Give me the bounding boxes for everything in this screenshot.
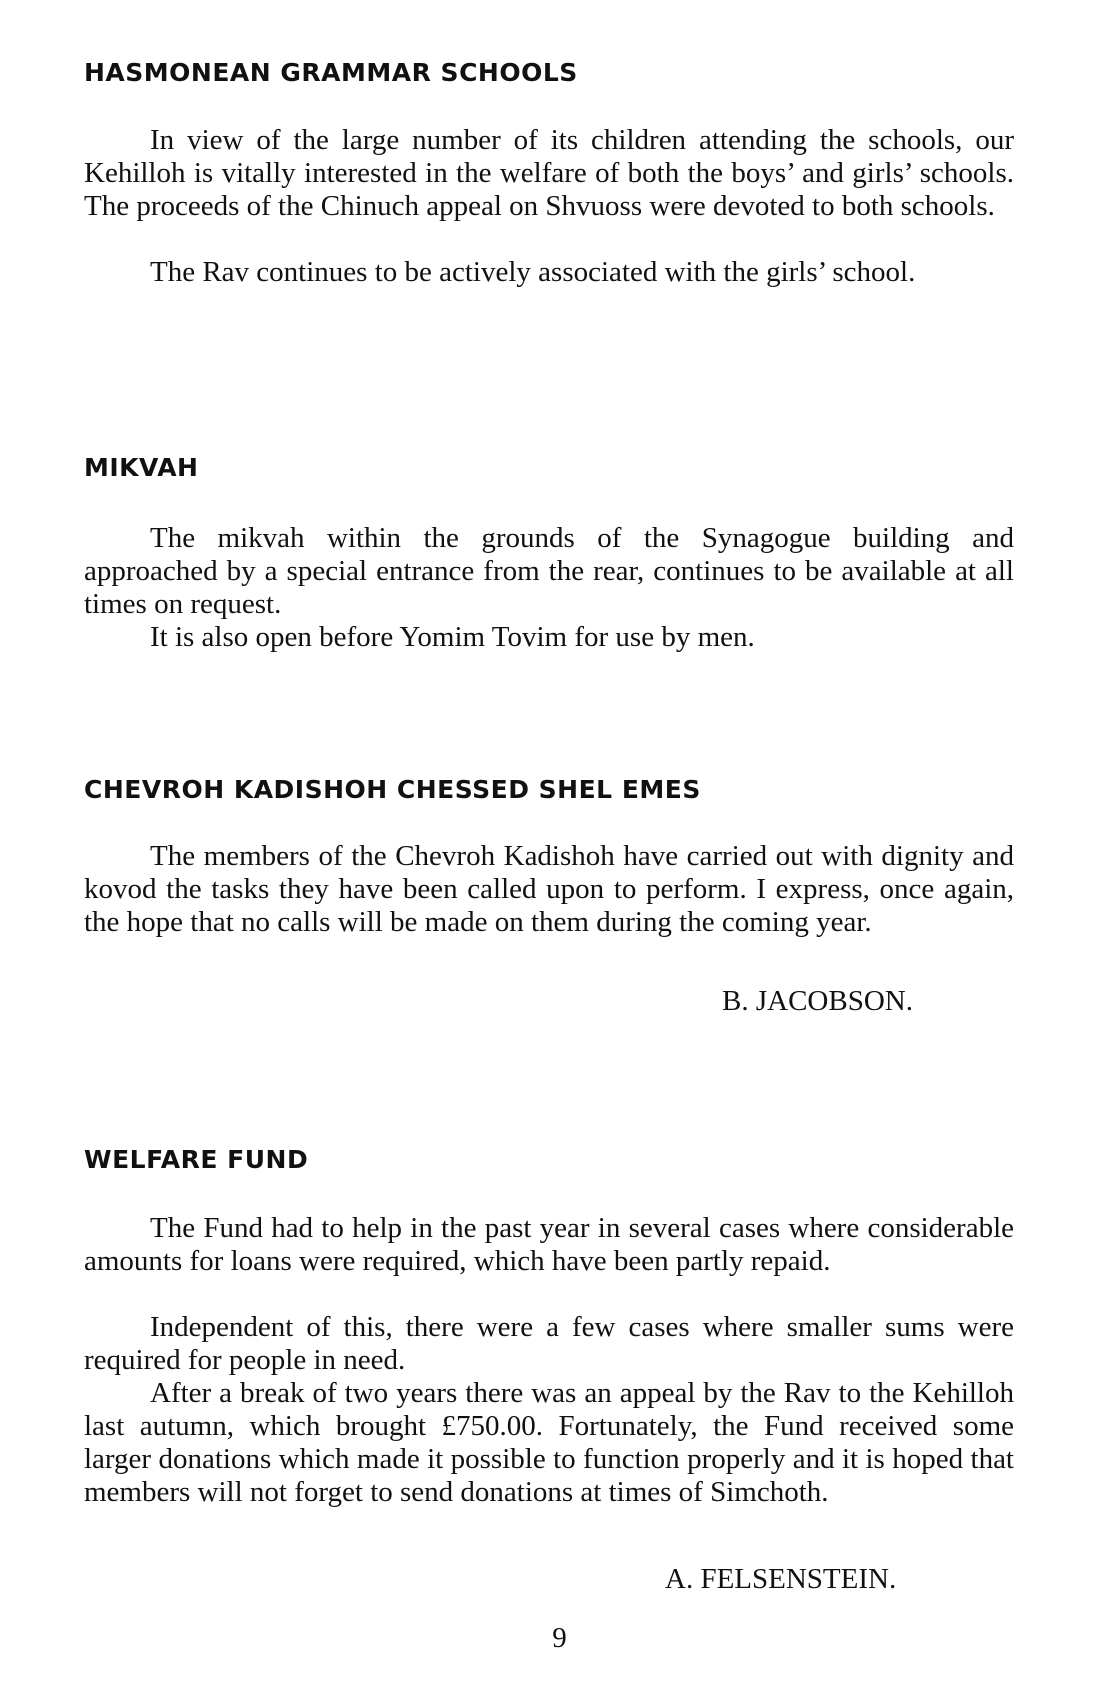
section-heading-mikvah: MIKVAH <box>84 453 199 482</box>
section-heading-chevroh: CHEVROH KADISHOH CHESSED SHEL EMES <box>84 775 701 804</box>
paragraph-welfare-1: The Fund had to help in the past year in several cases where considerable amounts for loans were required, which have been partly repaid. <box>84 1212 1014 1277</box>
paragraph-welfare-2: Independent of this, there were a few cases where smaller sums were required for people in need. <box>84 1311 1014 1376</box>
signature-felsenstein: A. FELSENSTEIN. <box>665 1563 897 1595</box>
paragraph-chevroh-1: The members of the Chevroh Kadishoh have carried out with dignity and kovod the tasks they have been called upon to perform. I express, once again, the hope that no calls will be made on them during the coming year. <box>84 840 1014 938</box>
paragraph-hasmonean-1: In view of the large number of its children attending the schools, our Kehilloh is vitally interested in the welfare of both the boys’ and girls’ schools. The proceeds of the Chinuch appeal on Shvuoss were devoted to both schools. <box>84 124 1014 222</box>
page-number: 9 <box>552 1622 567 1654</box>
paragraph-hasmonean-2: The Rav continues to be actively associated with the girls’ school. <box>150 256 916 288</box>
paragraph-mikvah-1: The mikvah within the grounds of the Synagogue building and approached by a special entrance from the rear, continues to be available at all times on request. <box>84 522 1014 620</box>
signature-jacobson: B. JACOBSON. <box>722 985 913 1017</box>
section-heading-hasmonean: HASMONEAN GRAMMAR SCHOOLS <box>84 58 578 87</box>
paragraph-mikvah-2: It is also open before Yomim Tovim for use by men. <box>150 621 755 653</box>
section-heading-welfare-fund: WELFARE FUND <box>84 1145 309 1174</box>
paragraph-welfare-3: After a break of two years there was an appeal by the Rav to the Kehilloh last autumn, which brought £750.00. Fortunately, the Fund received some larger donations which made it possible to function properly and it is hoped that members will not forget to send donations at times of Simchoth. <box>84 1377 1014 1508</box>
